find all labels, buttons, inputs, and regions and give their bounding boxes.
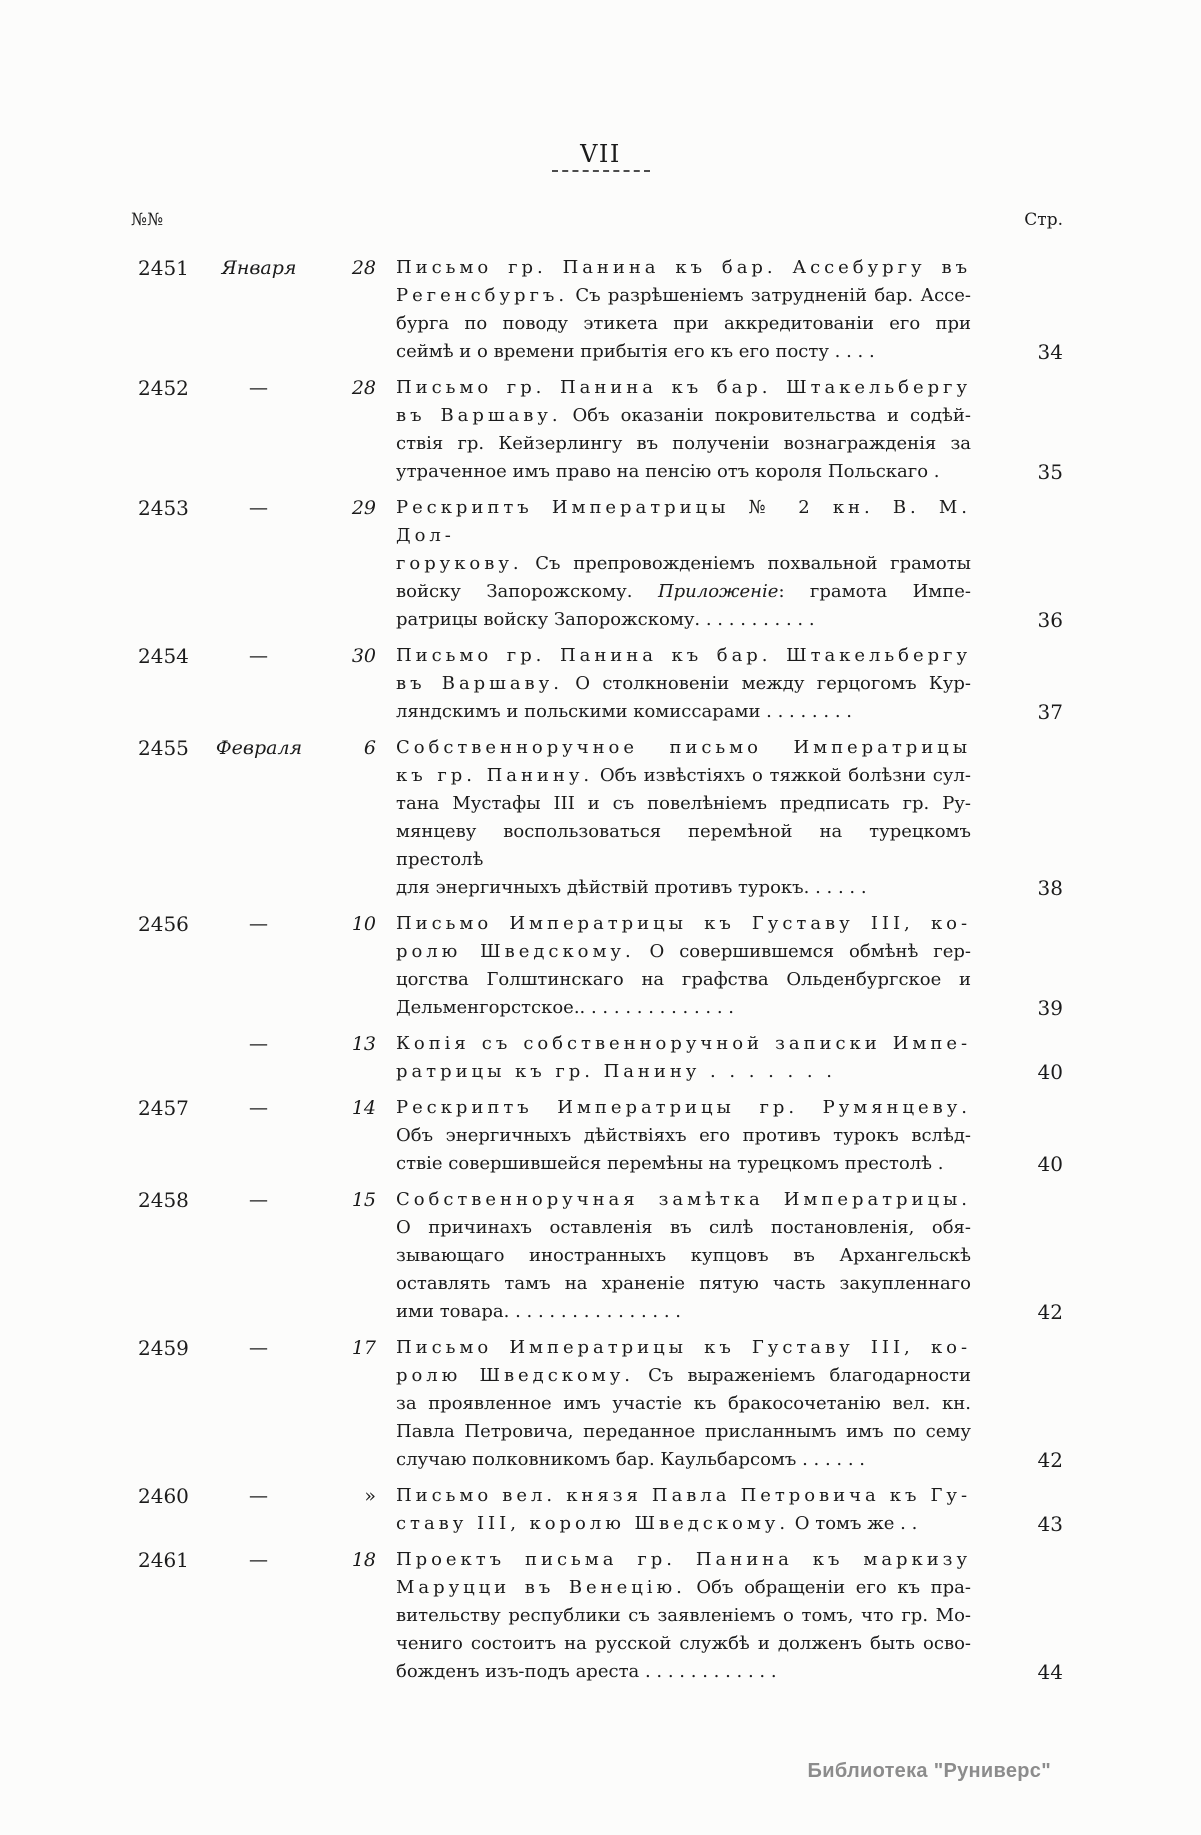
entry-page: 42 — [1037, 1300, 1063, 1324]
entry-page: 42 — [1037, 1448, 1063, 1472]
entry-text-line — [396, 1242, 971, 1270]
entry-number: 2459 — [138, 1336, 189, 1360]
entry-text-line — [396, 670, 971, 698]
entry-page: 36 — [1037, 608, 1063, 632]
entry-day: 10 — [351, 913, 376, 935]
entry-month: — — [249, 1033, 269, 1055]
entry-text-line — [396, 1510, 971, 1538]
entry-text — [376, 254, 971, 366]
entry-text-line — [396, 402, 971, 430]
library-watermark: Библиотека "Руниверс" — [807, 1760, 1051, 1782]
entry-body-segment: сеймѣ и о времени прибытія его къ его посту . . . . — [396, 341, 875, 362]
entry-text-line — [396, 1602, 971, 1630]
entry-body-segment: для энергичныхъ дѣйствій противъ турокъ. . . . . . — [396, 877, 867, 898]
entry-text-line — [396, 1270, 971, 1298]
entry-page: 44 — [1037, 1660, 1063, 1684]
entry-text-line — [396, 790, 971, 818]
toc-entry — [138, 1546, 1063, 1686]
entry-body-segment: ствіе совершившейся перемѣны на турецкомъ престолѣ . — [396, 1153, 944, 1174]
entry-text-line — [396, 374, 971, 402]
entry-text-line — [396, 310, 971, 338]
entry-text-line — [396, 938, 971, 966]
entry-page: 37 — [1037, 700, 1063, 724]
entry-title-segment: ставу III, королю Шведскому. — [396, 1513, 790, 1534]
entry-body-segment: ими товара. . . . . . . . . . . . . . . . — [396, 1301, 682, 1322]
entry-body-segment: Павла Петровича, переданное присланнымъ имъ по сему — [396, 1421, 971, 1442]
entry-day: » — [364, 1485, 376, 1507]
entry-text-line — [396, 254, 971, 282]
toc-entry — [138, 1186, 1063, 1326]
entry-title-segment: Маруцци въ Венецію. — [396, 1577, 686, 1598]
entry-body-segment: бурга по поводу этикета при аккредитованіи его при — [396, 313, 971, 334]
entry-text — [376, 374, 971, 486]
entry-text-line — [396, 1418, 971, 1446]
toc-entry — [138, 254, 1063, 366]
toc-entry — [138, 1094, 1063, 1178]
entry-month: — — [249, 1549, 269, 1571]
entry-number: 2455 — [138, 736, 189, 760]
entry-text-line — [396, 1150, 971, 1178]
entry-month: — — [249, 1485, 269, 1507]
entry-text-line — [396, 642, 971, 670]
entries-list — [138, 254, 1063, 1694]
entry-page: 35 — [1037, 460, 1063, 484]
entry-body-segment: ствія гр. Кейзерлингу въ полученіи вознагражденія за — [396, 433, 971, 454]
entry-body-segment: : грамота Импе- — [778, 581, 972, 602]
toc-entry — [138, 1030, 1063, 1086]
entry-text-line — [396, 698, 971, 726]
entry-text-line — [396, 1334, 971, 1362]
entry-text-line — [396, 282, 971, 310]
entry-number: 2460 — [138, 1484, 189, 1508]
entry-text-line — [396, 1390, 971, 1418]
entry-day: 30 — [351, 645, 376, 667]
entry-text-line — [396, 1186, 971, 1214]
entry-body-segment: Объ обращеніи его къ пра- — [685, 1577, 971, 1598]
entry-text-line — [396, 1362, 971, 1390]
entry-body-segment: О столкновеніи между герцогомъ Кур- — [562, 673, 972, 694]
entry-month: — — [249, 377, 269, 399]
entry-number: 2453 — [138, 496, 189, 520]
entry-text-line — [396, 1446, 971, 1474]
entry-day: 15 — [351, 1189, 376, 1211]
entry-text-line — [396, 1482, 971, 1510]
entry-text — [376, 494, 971, 634]
column-header-page: Стр. — [1024, 210, 1063, 230]
entry-text — [376, 1334, 971, 1474]
entry-text-line — [396, 1058, 971, 1086]
entry-title-segment: въ Варшаву. — [396, 673, 563, 694]
entry-text-line — [396, 818, 971, 874]
entry-body-segment: цогства Голштинскаго на графства Ольденбургское и — [396, 969, 971, 990]
entry-body-segment: случаю полковникомъ бар. Каульбарсомъ . . . . . . — [396, 1449, 866, 1470]
entry-title-segment: Письмо гр. Панина къ бар. Штакельбергу — [396, 645, 971, 666]
entry-title-segment: горукову. — [396, 553, 523, 574]
entry-text-line — [396, 430, 971, 458]
entry-month: Февраля — [215, 737, 303, 759]
entry-text-line — [396, 1122, 971, 1150]
entry-text — [376, 1186, 971, 1326]
entry-title-segment: къ гр. Панину. — [396, 765, 594, 786]
entry-title-segment: Собственноручное письмо Императрицы — [396, 737, 971, 758]
entry-body-segment: Дельменгорстское.. . . . . . . . . . . . . . — [396, 997, 735, 1018]
entry-title-segment: Собственноручная замѣтка Императрицы. — [396, 1189, 971, 1210]
entry-text-line — [396, 338, 971, 366]
page-number-roman: VII — [580, 140, 621, 168]
entry-month: — — [249, 1097, 269, 1119]
entry-text — [376, 642, 971, 726]
entry-day: 13 — [351, 1033, 376, 1055]
entry-title-segment: Проектъ письма гр. Панина къ маркизу — [396, 1549, 971, 1570]
toc-entry — [138, 374, 1063, 486]
entry-number: 2458 — [138, 1188, 189, 1212]
entry-title-segment: Письмо Императрицы къ Густаву III, ко- — [396, 1337, 971, 1358]
entry-body-segment: О совершившемся обмѣнѣ гер- — [634, 941, 971, 962]
page-header — [138, 140, 1063, 172]
entry-month: — — [249, 1337, 269, 1359]
entry-title-segment: въ Варшаву. — [396, 405, 562, 426]
entry-number: 2456 — [138, 912, 189, 936]
entry-day: 28 — [351, 377, 376, 399]
entry-month: — — [249, 645, 269, 667]
entry-day: 6 — [363, 737, 376, 759]
entry-day: 18 — [351, 1549, 376, 1571]
entry-body-segment: чениго состоитъ на русской службѣ и долженъ быть осво- — [396, 1633, 971, 1654]
entry-number — [138, 1030, 200, 1086]
entry-body-segment: вительству республики съ заявленіемъ о томъ, что гр. Мо- — [396, 1605, 971, 1626]
entry-page: 34 — [1037, 340, 1063, 364]
entry-page: 43 — [1037, 1512, 1063, 1536]
entry-title-segment: Письмо гр. Панина къ бар. Ассебургу въ — [396, 257, 971, 278]
toc-entry — [138, 910, 1063, 1022]
entry-body-segment: Съ препровожденіемъ похвальной грамоты — [522, 553, 971, 574]
entry-text-line — [396, 1658, 971, 1686]
entry-number: 2461 — [138, 1548, 189, 1572]
entry-day: 14 — [351, 1097, 376, 1119]
entry-title-segment: Письмо Императрицы къ Густаву III, ко- — [396, 913, 971, 934]
entry-day: 28 — [351, 257, 376, 279]
entry-month: — — [249, 497, 269, 519]
entry-text-line — [396, 1298, 971, 1326]
entry-body-segment: утраченное имъ право на пенсію отъ короля Польскаго . — [396, 461, 940, 482]
entry-body-segment: Объ извѣстіяхъ о тяжкой болѣзни сул- — [593, 765, 971, 786]
entry-title-segment: Письмо вел. князя Павла Петровича къ Гу- — [396, 1485, 971, 1506]
entry-body-segment: зывающаго иностранныхъ купцовъ въ Архангельскѣ — [396, 1245, 971, 1266]
entry-body-segment: Съ разрѣшеніемъ затрудненій бар. Ассе- — [568, 285, 971, 306]
entry-body-segment: О томъ же . . — [789, 1513, 918, 1534]
entry-text-line — [396, 910, 971, 938]
entry-text-line — [396, 606, 971, 634]
column-header-entry-numbers: №№ — [131, 210, 164, 230]
entry-body-segment: оставлять тамъ на храненіе пятую часть закупленнаго — [396, 1273, 971, 1294]
entry-body-segment: Объ оказаніи покровительства и содѣй- — [561, 405, 971, 426]
header-rule — [552, 170, 650, 172]
entry-text-line — [396, 458, 971, 486]
entry-text-line — [396, 578, 971, 606]
entry-body-segment: ратрицы войску Запорожскому. . . . . . . . . . . — [396, 609, 815, 630]
entry-month: — — [249, 913, 269, 935]
entry-page: 40 — [1037, 1152, 1063, 1176]
entry-number: 2454 — [138, 644, 189, 668]
entry-text-line — [396, 966, 971, 994]
entry-month: Января — [221, 257, 297, 279]
entry-title-segment: Рескриптъ Императрицы № 2 кн. В. М. Дол- — [396, 497, 971, 546]
entry-body-segment: тана Мустафы III и съ повелѣніемъ предписать гр. Ру- — [396, 793, 971, 814]
entry-text — [376, 1094, 971, 1178]
entry-text-line — [396, 494, 971, 550]
entry-text — [376, 1482, 971, 1538]
entry-text-line — [396, 874, 971, 902]
entry-body-segment: за проявленное имъ участіе къ бракосочетанію вел. кн. — [396, 1393, 971, 1414]
entry-text — [376, 910, 971, 1022]
toc-entry — [138, 1334, 1063, 1474]
entry-text-line — [396, 1030, 971, 1058]
entry-title-segment: ролю Шведскому. — [396, 1365, 634, 1386]
entry-page: 40 — [1037, 1060, 1063, 1084]
entry-body-segment: О причинахъ оставленія въ силѣ постановленія, обя- — [396, 1217, 971, 1238]
entry-title-segment: Письмо гр. Панина къ бар. Штакельбергу — [396, 377, 971, 398]
entry-text-line — [396, 1546, 971, 1574]
entry-text-line — [396, 762, 971, 790]
entry-title-segment: Рескриптъ Императрицы гр. Румянцеву. — [396, 1097, 971, 1118]
entry-day: 29 — [351, 497, 376, 519]
entry-text — [376, 734, 971, 902]
entry-number: 2452 — [138, 376, 189, 400]
toc-entry — [138, 494, 1063, 634]
entry-number: 2457 — [138, 1096, 189, 1120]
entry-text — [376, 1546, 971, 1686]
entry-text-line — [396, 1094, 971, 1122]
entry-title-segment: ролю Шведскому. — [396, 941, 635, 962]
entry-text-line — [396, 1574, 971, 1602]
entry-page: 39 — [1037, 996, 1063, 1020]
entry-text-line — [396, 550, 971, 578]
entry-title-segment: ратрицы къ гр. Панину . . . . . . . — [396, 1061, 836, 1082]
toc-entry — [138, 734, 1063, 902]
toc-entry — [138, 642, 1063, 726]
entry-body-segment: ляндскимъ и польскими комиссарами . . . . . . . . — [396, 701, 852, 722]
entry-text-line — [396, 1630, 971, 1658]
entry-text-line — [396, 994, 971, 1022]
entry-month: — — [249, 1189, 269, 1211]
entry-title-segment: Регенсбургъ. — [396, 285, 568, 306]
entry-body-segment: войску Запорожскому. — [396, 581, 658, 602]
entry-italic-segment: Приложеніе — [657, 581, 779, 602]
entry-body-segment: божденъ изъ-подъ ареста . . . . . . . . . . . . — [396, 1661, 777, 1682]
entry-number: 2451 — [138, 256, 189, 280]
entry-text — [376, 1030, 971, 1086]
entry-title-segment: Копія съ собственноручной записки Импе- — [396, 1033, 971, 1054]
entry-body-segment: Съ выраженіемъ благодарности — [633, 1365, 971, 1386]
entry-day: 17 — [351, 1337, 376, 1359]
entry-body-segment: Объ энергичныхъ дѣйствіяхъ его противъ турокъ вслѣд- — [396, 1125, 971, 1146]
entry-text-line — [396, 1214, 971, 1242]
entry-text-line — [396, 734, 971, 762]
entry-body-segment: мянцеву воспользоваться перемѣной на турецкомъ престолѣ — [396, 821, 971, 870]
toc-entry — [138, 1482, 1063, 1538]
entry-page: 38 — [1037, 876, 1063, 900]
